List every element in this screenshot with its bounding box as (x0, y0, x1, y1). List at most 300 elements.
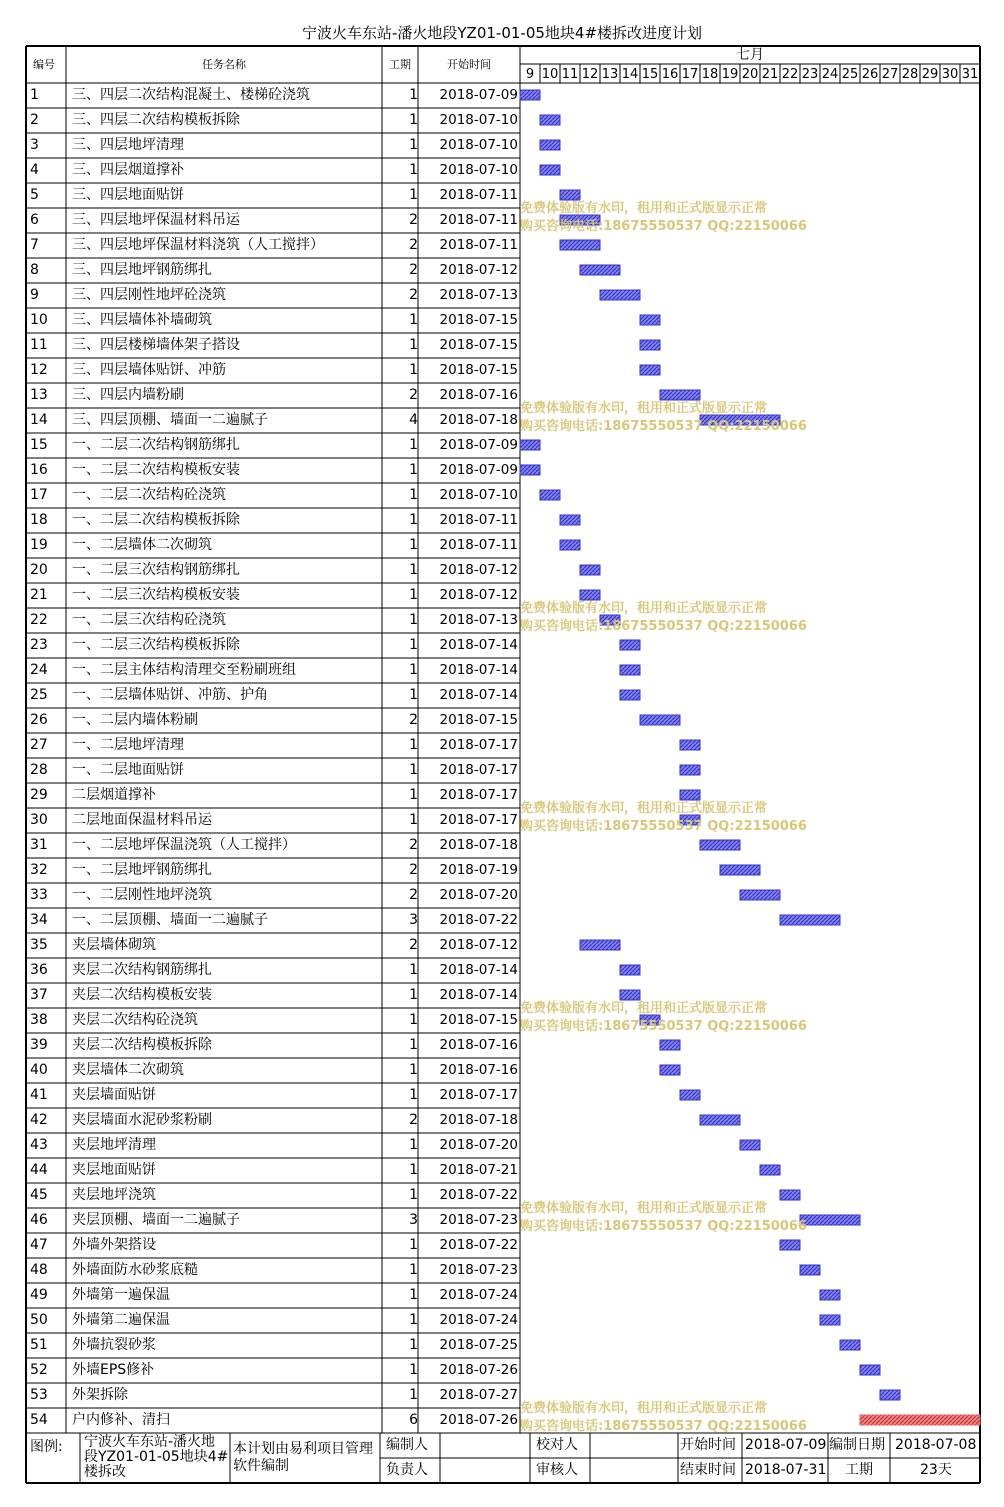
task-duration: 1 (409, 1062, 418, 1078)
task-duration: 1 (409, 437, 418, 453)
task-start: 2018-07-22 (439, 1237, 518, 1253)
task-start: 2018-07-14 (439, 637, 518, 653)
page-title: 宁波火车东站-潘火地段YZ01-01-05地块4#楼拆改进度计划 (301, 24, 703, 42)
task-duration: 1 (409, 812, 418, 828)
task-duration: 2 (409, 387, 418, 403)
start-value: 2018-07-09 (745, 1437, 827, 1453)
task-start: 2018-07-20 (439, 1137, 518, 1153)
task-name: 三、四层墙体补墙砌筑 (72, 312, 212, 328)
gantt-bar (540, 115, 560, 125)
task-name: 外墙第二遍保温 (72, 1312, 170, 1328)
task-name: 三、四层地坪保温材料吊运 (72, 212, 240, 228)
task-name: 一、二层地面贴饼 (72, 762, 184, 778)
task-name: 一、二层地坪保温浇筑（人工搅拌） (72, 837, 296, 853)
task-id: 31 (30, 837, 48, 853)
task-duration: 1 (409, 1162, 418, 1178)
task-id: 1 (30, 87, 39, 103)
task-start: 2018-07-18 (439, 1112, 518, 1128)
day-label: 10 (541, 67, 559, 82)
compiler-label: 编制人 (386, 1437, 428, 1453)
task-duration: 1 (409, 1287, 418, 1303)
task-name: 一、二层三次结构砼浇筑 (72, 612, 226, 628)
task-start: 2018-07-13 (439, 287, 518, 303)
task-id: 14 (30, 412, 48, 428)
task-start: 2018-07-11 (439, 237, 518, 253)
gantt-bar (700, 840, 740, 850)
task-id: 40 (30, 1062, 48, 1078)
header-month: 七月 (736, 47, 764, 63)
task-id: 36 (30, 962, 48, 978)
task-start: 2018-07-26 (439, 1412, 518, 1428)
gantt-bar (680, 790, 700, 800)
task-id: 35 (30, 937, 48, 953)
task-duration: 1 (409, 1312, 418, 1328)
task-start: 2018-07-11 (439, 537, 518, 553)
task-start: 2018-07-19 (439, 862, 518, 878)
task-start: 2018-07-10 (439, 137, 518, 153)
task-name: 一、二层刚性地坪浇筑 (72, 887, 212, 903)
day-label: 28 (901, 67, 919, 82)
task-start: 2018-07-14 (439, 662, 518, 678)
gantt-bar (660, 1065, 680, 1075)
task-id: 24 (30, 662, 48, 678)
task-name: 三、四层地坪保温材料浇筑（人工搅拌） (72, 237, 324, 253)
task-id: 17 (30, 487, 48, 503)
task-name: 夹层墙面贴饼 (72, 1087, 156, 1103)
task-id: 49 (30, 1287, 48, 1303)
gantt-bar (560, 540, 580, 550)
gantt-bar (880, 1390, 900, 1400)
task-start: 2018-07-17 (439, 737, 518, 753)
task-start: 2018-07-24 (439, 1287, 518, 1303)
day-label: 17 (681, 67, 699, 82)
task-start: 2018-07-17 (439, 1087, 518, 1103)
header-duration: 工期 (389, 58, 411, 71)
task-id: 33 (30, 887, 48, 903)
task-name: 夹层地坪清理 (72, 1137, 156, 1153)
gantt-bar (700, 1115, 740, 1125)
task-name: 二层烟道撑补 (72, 787, 156, 803)
day-label: 22 (781, 67, 799, 82)
task-duration: 1 (409, 587, 418, 603)
gantt-bar (800, 1215, 860, 1225)
date-label: 编制日期 (829, 1437, 885, 1453)
day-label: 9 (525, 67, 535, 82)
gantt-bar (780, 1190, 800, 1200)
task-name: 三、四层墙体贴饼、冲筋 (72, 362, 226, 378)
task-name: 三、四层内墙粉刷 (72, 387, 184, 403)
date-value: 2018-07-08 (895, 1437, 977, 1453)
task-name: 夹层顶棚、墙面一二遍腻子 (72, 1212, 240, 1228)
watermark: 免费体验版有水印，租用和正式版显示正常 购买咨询电话:18675550537 QQ:22150066 (520, 201, 807, 234)
task-name: 外墙抗裂砂浆 (72, 1337, 156, 1353)
task-id: 10 (30, 312, 48, 328)
task-id: 52 (30, 1362, 48, 1378)
gantt-bar (520, 90, 540, 100)
task-name: 一、二层地坪钢筋绑扎 (72, 862, 212, 878)
day-label: 27 (881, 67, 899, 82)
task-start: 2018-07-20 (439, 887, 518, 903)
task-start: 2018-07-15 (439, 1012, 518, 1028)
task-id: 2 (30, 112, 39, 128)
task-name: 夹层地坪浇筑 (72, 1187, 156, 1203)
task-start: 2018-07-12 (439, 587, 518, 603)
task-name: 一、二层三次结构钢筋绑扎 (72, 562, 240, 578)
day-label: 24 (821, 67, 839, 82)
gantt-bar (580, 265, 620, 275)
day-label: 13 (601, 67, 619, 82)
task-id: 53 (30, 1387, 48, 1403)
task-duration: 2 (409, 837, 418, 853)
task-start: 2018-07-24 (439, 1312, 518, 1328)
gantt-bar (820, 1290, 840, 1300)
task-duration: 1 (409, 312, 418, 328)
day-label: 23 (801, 67, 819, 82)
task-duration: 1 (409, 487, 418, 503)
task-name: 夹层墙体二次砌筑 (72, 1062, 184, 1078)
header-id: 编号 (33, 58, 55, 71)
task-name: 三、四层二次结构混凝土、楼梯砼浇筑 (72, 87, 310, 103)
task-duration: 2 (409, 887, 418, 903)
task-start: 2018-07-09 (439, 462, 518, 478)
task-name: 外墙面防水砂浆底糙 (72, 1262, 198, 1278)
task-start: 2018-07-14 (439, 987, 518, 1003)
task-id: 47 (30, 1237, 48, 1253)
task-name: 夹层二次结构砼浇筑 (72, 1012, 198, 1028)
gantt-bar (580, 590, 600, 600)
task-id: 34 (30, 912, 48, 928)
task-duration: 4 (409, 412, 418, 428)
task-duration: 1 (409, 662, 418, 678)
task-duration: 1 (409, 112, 418, 128)
task-duration: 1 (409, 1362, 418, 1378)
task-duration: 1 (409, 1337, 418, 1353)
task-id: 38 (30, 1012, 48, 1028)
day-label: 21 (761, 67, 779, 82)
task-name: 一、二层二次结构模板安装 (72, 462, 240, 478)
task-duration: 1 (409, 1037, 418, 1053)
task-duration: 1 (409, 762, 418, 778)
gantt-bar (800, 1265, 820, 1275)
task-id: 12 (30, 362, 48, 378)
task-id: 51 (30, 1337, 48, 1353)
task-id: 3 (30, 137, 39, 153)
day-label: 15 (641, 67, 659, 82)
task-id: 50 (30, 1312, 48, 1328)
task-id: 27 (30, 737, 48, 753)
task-name: 一、二层地坪清理 (72, 737, 184, 753)
gantt-bar (560, 190, 580, 200)
task-name: 一、二层二次结构砼浇筑 (72, 487, 226, 503)
gantt-bar (840, 1340, 860, 1350)
task-name: 户内修补、清扫 (72, 1412, 170, 1428)
gantt-bar (640, 715, 680, 725)
task-start: 2018-07-17 (439, 787, 518, 803)
gantt-bar (600, 290, 640, 300)
gantt-bar (640, 340, 660, 350)
task-duration: 1 (409, 462, 418, 478)
gantt-bar (660, 1040, 680, 1050)
task-id: 23 (30, 637, 48, 653)
gantt-bar (640, 365, 660, 375)
task-start: 2018-07-14 (439, 687, 518, 703)
task-name: 外架拆除 (72, 1387, 128, 1403)
task-duration: 1 (409, 187, 418, 203)
task-start: 2018-07-15 (439, 337, 518, 353)
task-id: 11 (30, 337, 48, 353)
task-name: 夹层地面贴饼 (72, 1162, 156, 1178)
day-label: 11 (561, 67, 579, 82)
task-start: 2018-07-23 (439, 1262, 518, 1278)
day-label: 20 (741, 67, 759, 82)
task-id: 9 (30, 287, 39, 303)
day-label: 14 (621, 67, 639, 82)
gantt-bar (680, 1090, 700, 1100)
day-label: 25 (841, 67, 859, 82)
task-duration: 1 (409, 737, 418, 753)
task-duration: 1 (409, 1137, 418, 1153)
owner-label: 负责人 (386, 1462, 428, 1478)
task-id: 44 (30, 1162, 48, 1178)
day-label: 29 (921, 67, 939, 82)
task-id: 15 (30, 437, 48, 453)
gantt-bar (520, 465, 540, 475)
task-id: 20 (30, 562, 48, 578)
task-id: 39 (30, 1037, 48, 1053)
task-id: 19 (30, 537, 48, 553)
day-label: 18 (701, 67, 719, 82)
gantt-bar (620, 965, 640, 975)
task-duration: 1 (409, 562, 418, 578)
task-id: 41 (30, 1087, 48, 1103)
task-start: 2018-07-11 (439, 512, 518, 528)
task-start: 2018-07-16 (439, 387, 518, 403)
gantt-bar (540, 490, 560, 500)
gantt-bar (540, 140, 560, 150)
task-id: 22 (30, 612, 48, 628)
gantt-bar (540, 165, 560, 175)
watermark: 免费体验版有水印，租用和正式版显示正常 购买咨询电话:18675550537 QQ:22150066 (520, 1401, 807, 1434)
gantt-bar (620, 990, 640, 1000)
start-label: 开始时间 (680, 1437, 736, 1453)
gantt-bar (620, 665, 640, 675)
task-id: 54 (30, 1412, 48, 1428)
gantt-bar (680, 740, 700, 750)
task-id: 18 (30, 512, 48, 528)
task-name: 二层地面保温材料吊运 (72, 812, 212, 828)
task-duration: 1 (409, 637, 418, 653)
task-duration: 2 (409, 712, 418, 728)
task-start: 2018-07-09 (439, 87, 518, 103)
task-start: 2018-07-10 (439, 162, 518, 178)
task-id: 37 (30, 987, 48, 1003)
gantt-bar (740, 890, 780, 900)
task-duration: 1 (409, 1012, 418, 1028)
gantt-bar (520, 440, 540, 450)
task-name: 一、二层内墙体粉刷 (72, 712, 198, 728)
task-id: 45 (30, 1187, 48, 1203)
task-duration: 2 (409, 237, 418, 253)
task-name: 三、四层二次结构模板拆除 (72, 112, 240, 128)
task-duration: 1 (409, 987, 418, 1003)
task-name: 外墙第一遍保温 (72, 1287, 170, 1303)
reviewer-label: 审核人 (536, 1462, 578, 1478)
task-duration: 3 (409, 1212, 418, 1228)
task-duration: 1 (409, 537, 418, 553)
gantt-bar (860, 1365, 880, 1375)
header-name: 任务名称 (202, 58, 246, 71)
task-start: 2018-07-11 (439, 187, 518, 203)
gantt-bar (720, 865, 760, 875)
end-label: 结束时间 (680, 1462, 736, 1478)
task-name: 夹层墙体砌筑 (72, 937, 156, 953)
task-duration: 1 (409, 362, 418, 378)
day-label: 31 (961, 67, 979, 82)
task-name: 三、四层顶棚、墙面一二遍腻子 (72, 412, 268, 428)
gantt-bar (780, 1240, 800, 1250)
duration-label: 工期 (845, 1462, 873, 1478)
task-duration: 1 (409, 137, 418, 153)
gantt-bar (620, 640, 640, 650)
task-name: 三、四层地坪清理 (72, 137, 184, 153)
task-start: 2018-07-16 (439, 1037, 518, 1053)
task-id: 4 (30, 162, 39, 178)
task-id: 5 (30, 187, 39, 203)
gantt-bar (560, 515, 580, 525)
task-id: 43 (30, 1137, 48, 1153)
task-duration: 2 (409, 937, 418, 953)
task-id: 30 (30, 812, 48, 828)
task-duration: 2 (409, 262, 418, 278)
task-id: 29 (30, 787, 48, 803)
task-id: 28 (30, 762, 48, 778)
task-start: 2018-07-25 (439, 1337, 518, 1353)
task-name: 夹层二次结构钢筋绑扎 (72, 962, 212, 978)
task-start: 2018-07-11 (439, 212, 518, 228)
gantt-bar (820, 1315, 840, 1325)
task-duration: 3 (409, 912, 418, 928)
task-duration: 1 (409, 1237, 418, 1253)
task-duration: 1 (409, 1087, 418, 1103)
task-duration: 1 (409, 162, 418, 178)
task-id: 16 (30, 462, 48, 478)
task-duration: 1 (409, 612, 418, 628)
task-id: 21 (30, 587, 48, 603)
day-label: 30 (941, 67, 959, 82)
task-start: 2018-07-21 (439, 1162, 518, 1178)
task-name: 三、四层烟道撑补 (72, 162, 184, 178)
task-start: 2018-07-26 (439, 1362, 518, 1378)
task-duration: 1 (409, 87, 418, 103)
task-start: 2018-07-12 (439, 262, 518, 278)
software-note: 本计划由易利项目管理软件编制 (233, 1441, 373, 1474)
task-start: 2018-07-17 (439, 762, 518, 778)
task-start: 2018-07-15 (439, 712, 518, 728)
task-duration: 2 (409, 212, 418, 228)
task-duration: 1 (409, 1262, 418, 1278)
task-duration: 6 (409, 1412, 418, 1428)
task-id: 7 (30, 237, 39, 253)
gantt-bar (860, 1415, 980, 1425)
task-id: 48 (30, 1262, 48, 1278)
day-label: 19 (721, 67, 739, 82)
task-id: 26 (30, 712, 48, 728)
day-label: 26 (861, 67, 879, 82)
checker-label: 校对人 (536, 1437, 578, 1453)
task-start: 2018-07-13 (439, 612, 518, 628)
task-name: 夹层二次结构模板安装 (72, 987, 212, 1003)
gantt-bar (680, 765, 700, 775)
day-label: 16 (661, 67, 679, 82)
task-name: 一、二层三次结构模板安装 (72, 587, 240, 603)
task-name: 夹层墙面水泥砂浆粉刷 (72, 1112, 212, 1128)
task-start: 2018-07-12 (439, 937, 518, 953)
task-start: 2018-07-18 (439, 412, 518, 428)
task-start: 2018-07-22 (439, 1187, 518, 1203)
task-id: 8 (30, 262, 39, 278)
task-start: 2018-07-17 (439, 812, 518, 828)
task-duration: 1 (409, 1387, 418, 1403)
watermark: 免费体验版有水印，租用和正式版显示正常 购买咨询电话:18675550537 QQ:22150066 (520, 1201, 807, 1234)
task-name: 三、四层地坪钢筋绑扎 (72, 262, 212, 278)
task-start: 2018-07-14 (439, 962, 518, 978)
task-start: 2018-07-09 (439, 437, 518, 453)
task-name: 夹层二次结构模板拆除 (72, 1037, 212, 1053)
task-id: 32 (30, 862, 48, 878)
gantt-bar (740, 1140, 760, 1150)
gantt-bar (660, 390, 700, 400)
gantt-bar (620, 690, 640, 700)
task-name: 一、二层墙体贴饼、冲筋、护角 (72, 687, 268, 703)
task-duration: 1 (409, 787, 418, 803)
task-duration: 1 (409, 512, 418, 528)
task-start: 2018-07-10 (439, 487, 518, 503)
gantt-bar (580, 940, 620, 950)
task-duration: 1 (409, 687, 418, 703)
task-duration: 1 (409, 337, 418, 353)
gantt-bar (780, 915, 840, 925)
task-name: 三、四层刚性地坪砼浇筑 (72, 287, 226, 303)
task-duration: 2 (409, 862, 418, 878)
header-start: 开始时间 (447, 58, 491, 71)
task-start: 2018-07-16 (439, 1062, 518, 1078)
task-name: 一、二层二次结构钢筋绑扎 (72, 437, 240, 453)
watermark: 免费体验版有水印，租用和正式版显示正常 购买咨询电话:18675550537 QQ:22150066 (520, 801, 807, 834)
gantt-bar (580, 565, 600, 575)
task-duration: 1 (409, 1187, 418, 1203)
task-start: 2018-07-15 (439, 362, 518, 378)
task-name: 外墙外架搭设 (72, 1237, 156, 1253)
legend-label: 图例: (30, 1439, 63, 1455)
watermark: 免费体验版有水印，租用和正式版显示正常 购买咨询电话:18675550537 QQ:22150066 (520, 401, 807, 434)
task-name: 三、四层楼梯墙体架子搭设 (72, 337, 240, 353)
task-start: 2018-07-27 (439, 1387, 518, 1403)
watermark: 免费体验版有水印，租用和正式版显示正常 购买咨询电话:18675550537 QQ:22150066 (520, 1001, 807, 1034)
task-name: 一、二层主体结构清理交至粉刷班组 (72, 662, 296, 678)
gantt-bar (560, 240, 600, 250)
watermark: 免费体验版有水印，租用和正式版显示正常 购买咨询电话:18675550537 QQ:22150066 (520, 601, 807, 634)
task-start: 2018-07-22 (439, 912, 518, 928)
task-start: 2018-07-12 (439, 562, 518, 578)
task-name: 一、二层墙体二次砌筑 (72, 537, 212, 553)
task-start: 2018-07-10 (439, 112, 518, 128)
task-start: 2018-07-18 (439, 837, 518, 853)
task-duration: 2 (409, 287, 418, 303)
task-name: 一、二层三次结构模板拆除 (72, 637, 240, 653)
task-id: 46 (30, 1212, 48, 1228)
duration-value: 23天 (920, 1462, 952, 1478)
task-start: 2018-07-23 (439, 1212, 518, 1228)
